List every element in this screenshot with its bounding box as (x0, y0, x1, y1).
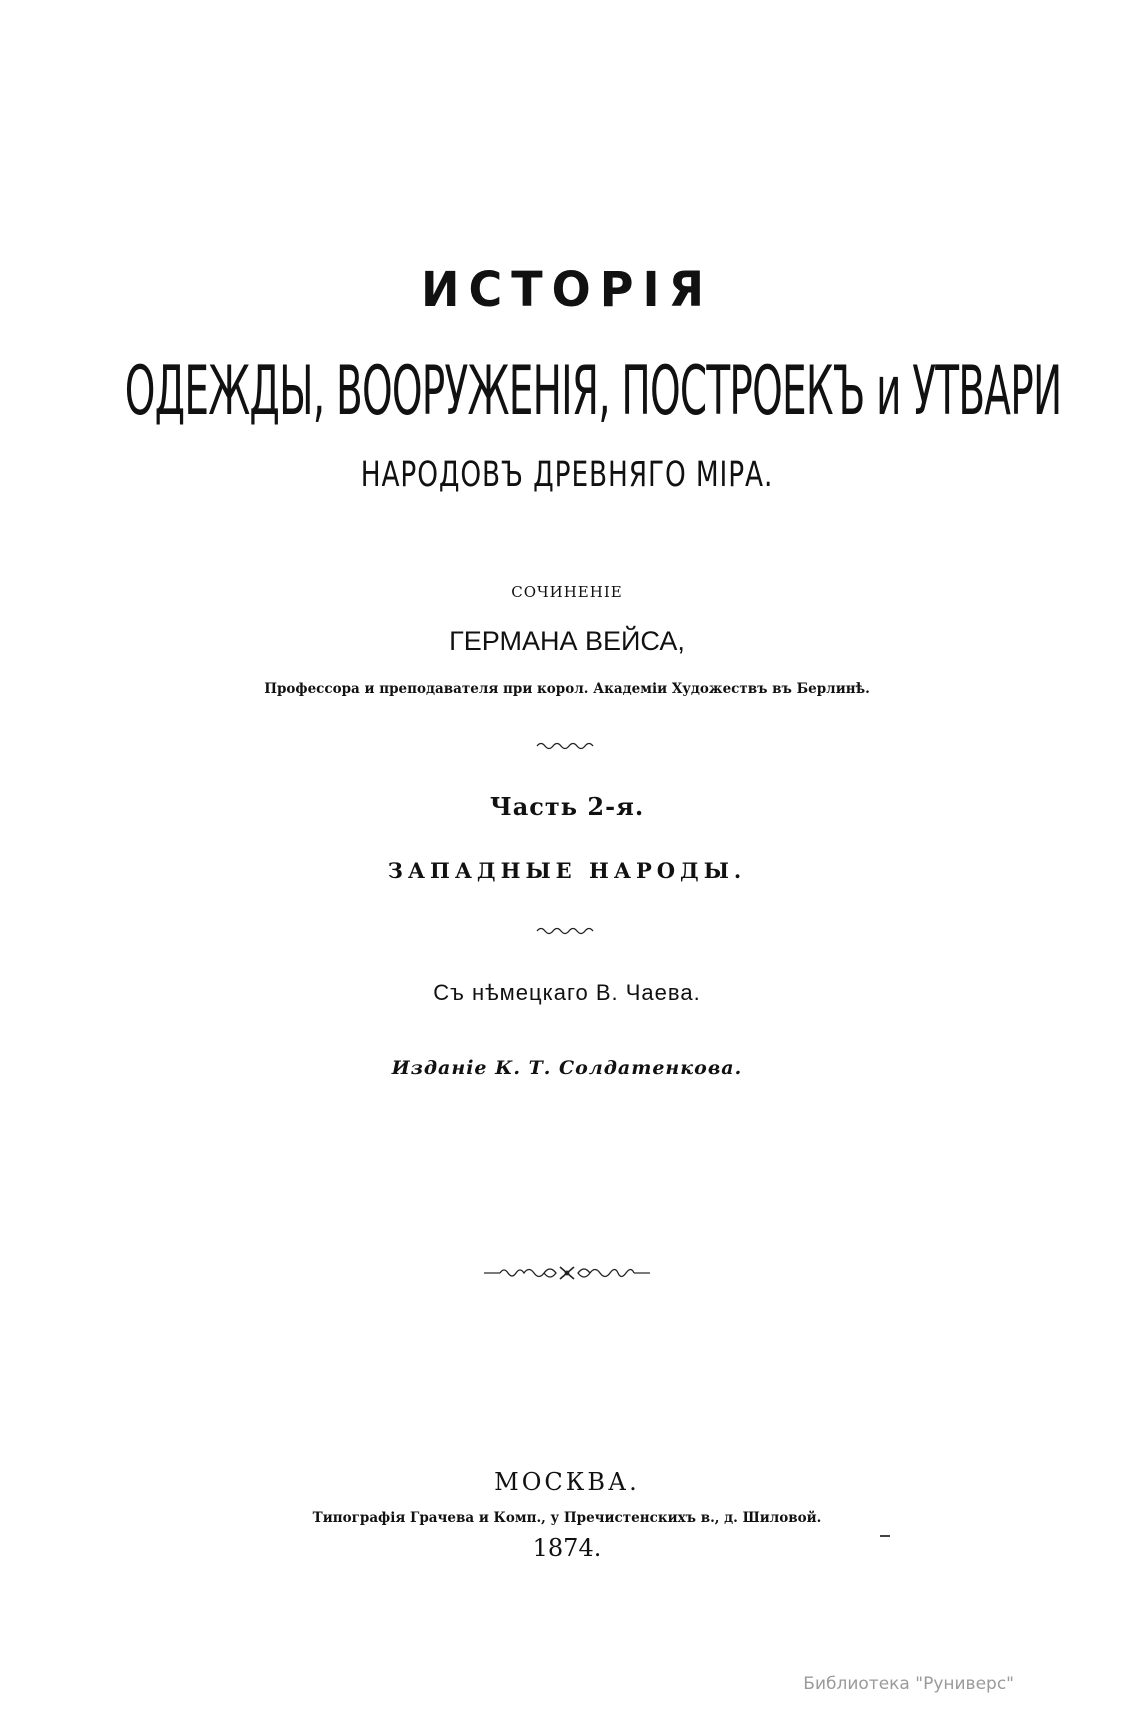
work-label: СОЧИНЕНІЕ (511, 583, 623, 601)
author-name: ГЕРМАНА ВЕЙСА, (449, 626, 685, 656)
print-speck (880, 1535, 890, 1537)
wave-ornament-icon (0, 925, 1134, 935)
edition-credit: Изданіе К. Т. Солдатенкова. (391, 1057, 743, 1079)
imprint-year: 1874. (532, 1534, 602, 1562)
author-description: Профессора и преподавателя при корол. Академіи Художествъ въ Берлинѣ. (264, 681, 870, 697)
book-title: ИСТОРІЯ (421, 260, 713, 318)
translator-credit: Съ нѣмецкаго В. Чаева. (433, 980, 701, 1005)
flourish-ornament-icon (0, 1263, 1134, 1283)
imprint-printer: Типографія Грачева и Комп., у Пречистенскихъ в., д. Шиловой. (312, 1510, 822, 1526)
part-label: Часть 2-я. (489, 792, 645, 821)
imprint-city: МОСКВА. (494, 1468, 640, 1496)
wave-ornament-icon (0, 740, 1134, 750)
book-subtitle-peoples: НАРОДОВЪ ДРЕВНЯГО МІРА. (360, 455, 774, 496)
book-subtitle: ОДЕЖДЫ, ВООРУЖЕНІЯ, ПОСТРОЕКЪ и УТВАРИ (124, 352, 1062, 431)
part-title: ЗАПАДНЫЕ НАРОДЫ. (387, 858, 747, 883)
library-watermark: Библиотека "Руниверс" (803, 1674, 1014, 1694)
